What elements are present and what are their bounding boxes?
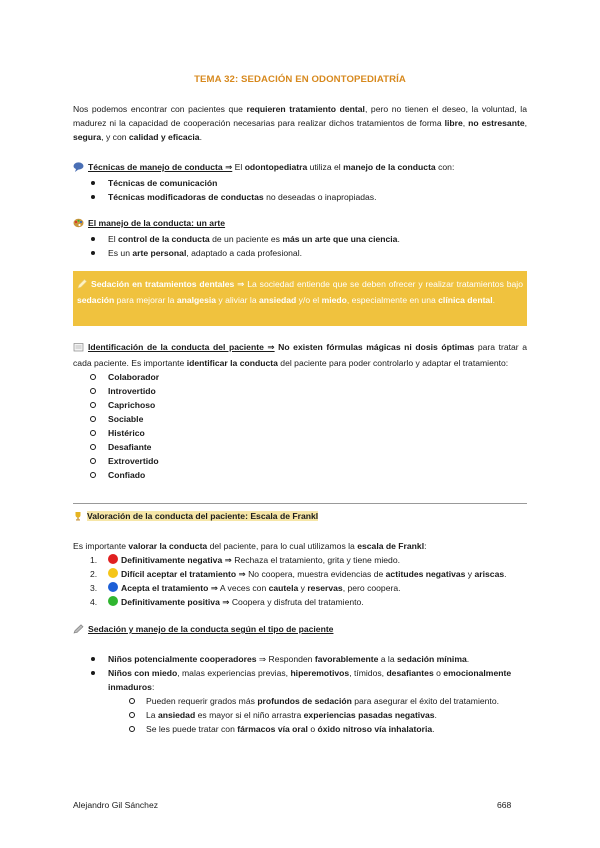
footer-author: Alejandro Gil Sánchez	[73, 800, 159, 810]
list-item: Se les puede tratar con fármacos vía oral o óxido nitroso vía inhalatoria.	[73, 722, 527, 736]
pencil-icon	[77, 279, 87, 293]
section-sedation-by-patient	[73, 622, 527, 736]
list-item: Colaborador	[73, 370, 527, 384]
footer-page-number: 668	[497, 800, 512, 810]
section-heading: Sedación y manejo de la conducta según el tipo de paciente	[73, 622, 527, 638]
red-circle-icon	[108, 554, 118, 564]
list-item: La ansiedad es mayor si el niño arrastra experiencias pasadas negativas.	[73, 708, 527, 722]
list-item: 1. Definitivamente negativa ⇒ Rechaza el tratamiento, grita y tiene miedo.	[90, 555, 400, 565]
section-frankl	[73, 509, 527, 609]
list-item: Histérico	[73, 426, 527, 440]
section-heading: El manejo de la conducta: un arte	[73, 216, 527, 232]
list-item: Niños con miedo, malas experiencias previas, hiperemotivos, tímidos, desafiantes o emocionalmente inmaduros:	[73, 666, 527, 694]
blue-circle-icon	[108, 582, 118, 592]
list-item: Es un arte personal, adaptado a cada profesional.	[73, 246, 527, 260]
pen-icon	[73, 624, 84, 638]
yellow-circle-icon	[108, 568, 118, 578]
list-item: 3. Acepta el tratamiento ⇒ A veces con cautela y reservas, pero coopera.	[90, 583, 401, 593]
list-item: 2. Difícil aceptar el tratamiento ⇒ No coopera, muestra evidencias de actitudes negativas y ariscas.	[90, 569, 507, 579]
green-circle-icon	[108, 596, 118, 606]
notebook-icon	[73, 342, 84, 356]
list-item: Extrovertido	[73, 454, 527, 468]
list-item: Caprichoso	[73, 398, 527, 412]
section-heading: Valoración de la conducta del paciente: Escala de Frankl	[73, 509, 527, 525]
list-item: Introvertido	[73, 384, 527, 398]
section-identification	[73, 340, 527, 482]
list-item: Técnicas modificadoras de conductas no deseadas o inapropiadas.	[73, 190, 527, 204]
page-title: TEMA 32: SEDACIÓN EN ODONTOPEDIATRÍA	[194, 74, 406, 85]
list-item: Sociable	[73, 412, 527, 426]
list-item: Confiado	[73, 468, 527, 482]
section-techniques	[73, 160, 527, 204]
intro-paragraph: Nos podemos encontrar con pacientes que requieren tratamiento dental, pero no tienen el deseo, la voluntad, la madurez ni la capacidad de cooperación necesarias para realizar dichos tratamientos de forma libre, no estresante, segura, y con calidad y eficacia.	[73, 104, 527, 142]
section-paragraph: Es importante valorar la conducta del paciente, para lo cual utilizamos la escala de Frankl:	[73, 541, 427, 551]
list-item: Desafiante	[73, 440, 527, 454]
palette-icon	[73, 218, 84, 232]
trophy-icon	[73, 511, 83, 525]
list-item: Niños potencialmente cooperadores ⇒ Responden favorablemente a la sedación mínima.	[73, 652, 527, 666]
list-item: El control de la conducta de un paciente es más un arte que una ciencia.	[73, 232, 527, 246]
speech-bubble-icon	[73, 162, 84, 176]
list-item: 4. Definitivamente positiva ⇒ Coopera y disfruta del tratamiento.	[90, 597, 364, 607]
highlight-callout: Sedación en tratamientos dentales ⇒ La sociedad entiende que se deben ofrecer y realizar tratamientos bajo sedación para mejorar la analgesia y aliviar la ansiedad y/o el miedo, especialmente en una clínica dental.	[73, 271, 527, 326]
section-divider	[73, 503, 527, 504]
section-art	[73, 216, 527, 260]
list-item: Técnicas de comunicación	[73, 176, 527, 190]
section-heading: Técnicas de manejo de conducta ⇒ El odontopediatra utiliza el manejo de la conducta con:	[73, 160, 527, 176]
list-item: Pueden requerir grados más profundos de sedación para asegurar el éxito del tratamiento.	[73, 694, 527, 708]
section-paragraph: Identificación de la conducta del paciente ⇒ No existen fórmulas mágicas ni dosis óptimas para tratar a cada paciente. Es importante identificar la conducta del paciente para poder controlarlo y adaptar el tratamiento:	[73, 342, 528, 368]
